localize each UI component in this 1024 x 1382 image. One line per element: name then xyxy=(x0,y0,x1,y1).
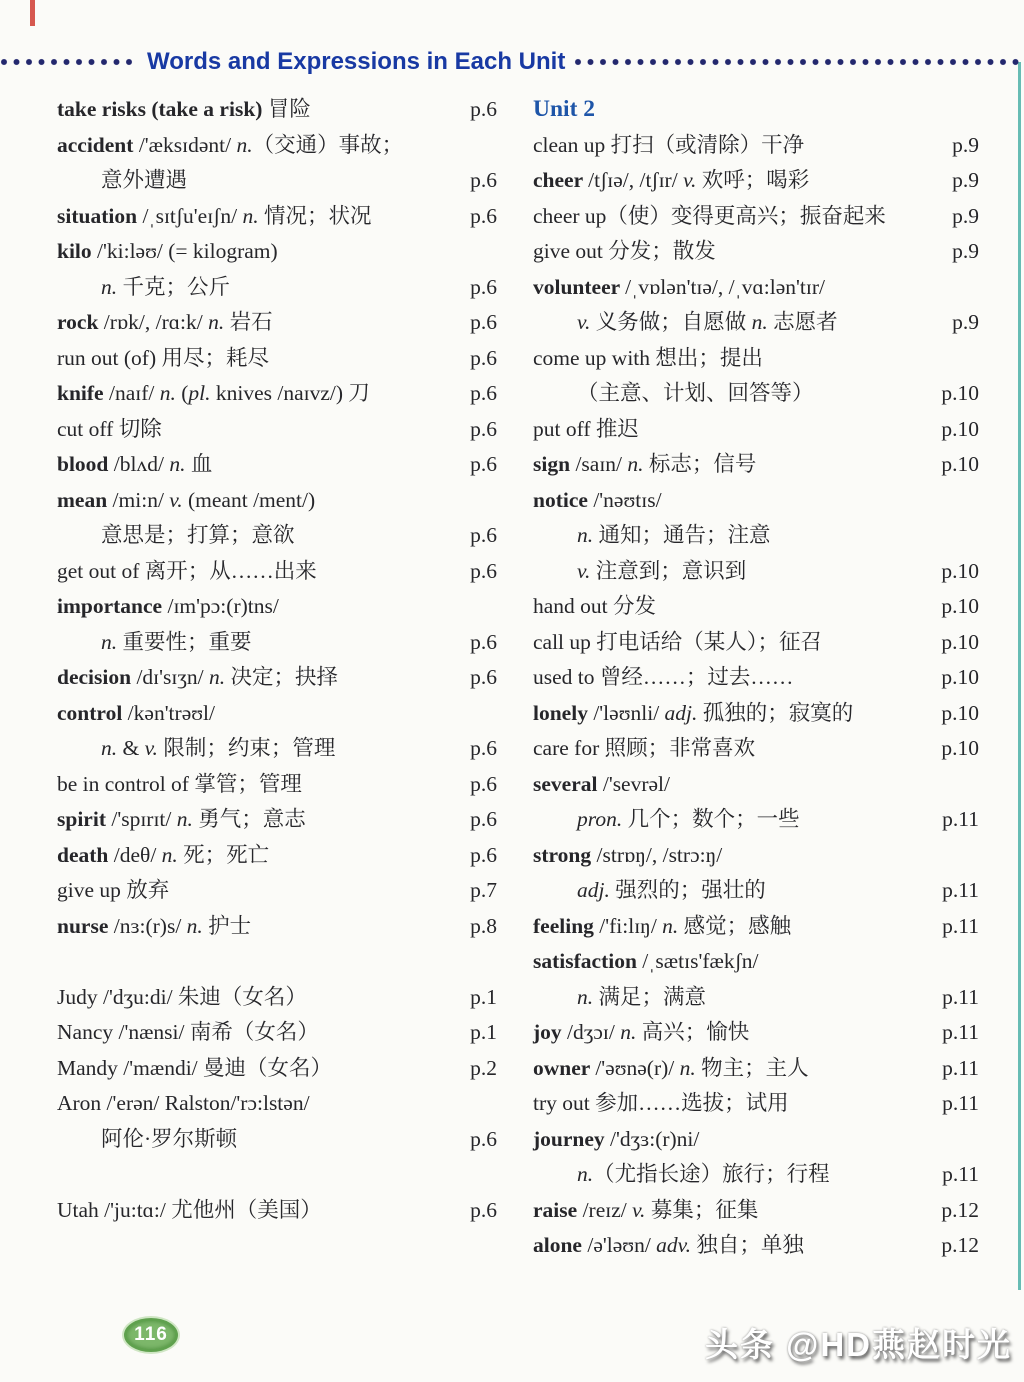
vocab-entry-line xyxy=(533,802,979,838)
entry-text: strong /strɒŋ/, /strɔ:ŋ/ xyxy=(533,842,723,867)
vocab-entry-line xyxy=(533,838,979,874)
entry-text: call up 打电话给（某人）；征召 xyxy=(533,629,823,654)
vocab-entry-line xyxy=(533,518,979,554)
vocab-entry-line xyxy=(57,696,497,732)
vocab-entry-line xyxy=(533,447,979,483)
page-reference: p.1 xyxy=(470,984,497,1009)
entry-text: nurse /nɜ:(r)s/ n. 护士 xyxy=(57,913,252,938)
vocab-entry-line xyxy=(57,92,497,128)
vocab-content xyxy=(57,92,979,1264)
entry-text: 意思是；打算；意欲 xyxy=(101,523,295,547)
entry-text: kilo /'ki:ləʊ/ (= kilogram) xyxy=(57,239,278,263)
page-reference: p.11 xyxy=(942,913,979,938)
vocab-entry-line xyxy=(57,1193,497,1229)
vocab-entry-line xyxy=(57,376,497,412)
entry-text: clean up 打扫（或清除）干净 xyxy=(533,132,805,157)
entry-text: 意外遭遇 xyxy=(101,168,188,192)
entry-text: cut off 切除 xyxy=(57,416,162,441)
entry-text: 阿伦·罗尔斯顿 xyxy=(101,1126,238,1151)
vocab-entry-line xyxy=(533,909,979,945)
page-reference: p.11 xyxy=(942,1162,979,1186)
page-reference: p.9 xyxy=(952,168,979,192)
entry-text: cheer up（使）变得更高兴；振奋起来 xyxy=(533,203,886,228)
page-reference: p.11 xyxy=(942,878,979,902)
page-reference: p.12 xyxy=(941,1197,979,1222)
vocab-entry-line xyxy=(533,483,979,519)
page-reference: p.6 xyxy=(470,558,497,583)
page-reference: p.6 xyxy=(470,1197,497,1222)
vocab-entry-line xyxy=(57,767,497,803)
vocab-entry-line xyxy=(533,1086,979,1122)
entry-text: put off 推迟 xyxy=(533,416,639,441)
page-reference: p.2 xyxy=(470,1055,497,1080)
entry-text: situation /ˌsɪtʃu'eɪʃn/ n. 情况；状况 xyxy=(57,203,372,228)
entry-text: v. 义务做；自愿做 n. 志愿者 xyxy=(577,310,838,334)
entry-text: run out (of) 用尽；耗尽 xyxy=(57,345,269,370)
vocab-entry-line xyxy=(533,731,979,767)
entry-text: spirit /'spɪrɪt/ n. 勇气；意志 xyxy=(57,807,306,831)
entry-text: mean /mi:n/ v. (meant /ment/) xyxy=(57,487,316,512)
vocab-entry-line xyxy=(57,660,497,696)
page-reference: p.6 xyxy=(470,381,497,405)
page-edge-line xyxy=(1018,62,1021,1290)
page-reference: p.10 xyxy=(941,700,979,725)
page-reference: p.10 xyxy=(941,416,979,441)
vocab-entry-line xyxy=(57,270,497,306)
entry-text: try out 参加……选拔；试用 xyxy=(533,1091,789,1115)
entry-text: several /'sevrəl/ xyxy=(533,771,670,796)
vocab-entry-line xyxy=(57,305,497,341)
page-reference: p.10 xyxy=(941,736,979,760)
entry-text: control /kən'trəʊl/ xyxy=(57,700,215,725)
vocab-entry-line xyxy=(57,447,497,483)
vocab-entry-line xyxy=(57,802,497,838)
header-dots-right xyxy=(574,58,1024,66)
vocab-entry-line xyxy=(533,554,979,590)
vocab-entry-line xyxy=(533,589,979,625)
entry-text: hand out 分发 xyxy=(533,594,657,618)
page-reference: p.6 xyxy=(470,168,497,192)
page-reference: p.6 xyxy=(470,771,497,796)
page-reference: p.9 xyxy=(952,203,979,228)
vocab-entry-line xyxy=(533,980,979,1016)
entry-text: cheer /tʃɪə/, /tʃɪr/ v. 欢呼；喝彩 xyxy=(533,168,810,192)
entry-text: satisfaction /ˌsætɪs'fækʃn/ xyxy=(533,949,759,973)
entry-text: n. 通知；通告；注意 xyxy=(577,523,771,547)
page-reference: p.10 xyxy=(941,594,979,618)
entry-text: notice /'nəʊtɪs/ xyxy=(533,487,662,512)
entry-text: n. & v. 限制；约束；管理 xyxy=(101,736,336,760)
page-reference: p.6 xyxy=(470,274,497,299)
page-reference: p.11 xyxy=(942,984,979,1009)
vocab-entry-line xyxy=(57,873,497,909)
header-dots-left xyxy=(0,58,138,66)
page-reference: p.11 xyxy=(942,1091,979,1115)
page-reference: p.1 xyxy=(470,1020,497,1044)
page-reference: p.6 xyxy=(470,345,497,370)
page-reference: p.6 xyxy=(470,452,497,476)
entry-text: rock /rɒk/, /rɑ:k/ n. 岩石 xyxy=(57,310,273,334)
entry-text: blood /blʌd/ n. 血 xyxy=(57,452,213,476)
entry-text: feeling /'fi:lɪŋ/ n. 感觉；感触 xyxy=(533,913,792,938)
vocab-entry-line xyxy=(533,1157,979,1193)
entry-text: raise /reɪz/ v. 募集；征集 xyxy=(533,1197,759,1222)
entry-text: take risks (take a risk) 冒险 xyxy=(57,97,311,121)
spacer-row xyxy=(57,1157,497,1193)
page-reference: p.8 xyxy=(470,913,497,938)
page-reference: p.6 xyxy=(470,523,497,547)
corner-red-mark xyxy=(30,0,35,26)
page-reference: p.10 xyxy=(941,381,979,405)
page-number-badge: 116 xyxy=(124,1318,178,1352)
page-reference: p.9 xyxy=(952,239,979,263)
vocab-entry-line xyxy=(57,1015,497,1051)
vocab-entry-line xyxy=(57,625,497,661)
entry-text: lonely /'ləʊnli/ adj. 孤独的；寂寞的 xyxy=(533,700,854,725)
vocab-entry-line xyxy=(533,1122,979,1158)
entry-text: used to 曾经……；过去…… xyxy=(533,665,794,689)
entry-text: joy /dʒɔɪ/ n. 高兴；愉快 xyxy=(533,1020,750,1044)
entry-text: care for 照顾；非常喜欢 xyxy=(533,736,756,760)
vocab-entry-line xyxy=(533,1228,979,1264)
page-reference: p.6 xyxy=(470,665,497,689)
vocab-entry-line xyxy=(57,1051,497,1087)
entry-text: owner /'əʊnə(r)/ n. 物主；主人 xyxy=(533,1055,809,1080)
entry-text: decision /dɪ'sɪʒn/ n. 决定；抉择 xyxy=(57,665,339,689)
vocab-entry-line xyxy=(57,199,497,235)
vocab-entry-line xyxy=(57,980,497,1016)
entry-text: importance /ɪm'pɔ:(r)tns/ xyxy=(57,594,279,618)
right-column xyxy=(533,92,979,1264)
page-reference: p.10 xyxy=(941,665,979,689)
vocab-entry-line xyxy=(57,234,497,270)
entry-text: knife /naɪf/ n. (pl. knives /naɪvz/) 刀 xyxy=(57,381,370,405)
vocab-entry-line xyxy=(533,163,979,199)
entry-text: give out 分发；散发 xyxy=(533,239,716,263)
vocab-entry-line xyxy=(57,554,497,590)
vocab-entry-line xyxy=(57,1086,497,1122)
vocab-entry-line xyxy=(533,341,979,377)
vocab-entry-line xyxy=(533,1051,979,1087)
page-reference: p.6 xyxy=(470,203,497,228)
entry-text: n. 满足；满意 xyxy=(577,984,707,1009)
vocab-entry-line xyxy=(57,128,497,164)
page-reference: p.9 xyxy=(952,310,979,334)
vocab-entry-line xyxy=(533,625,979,661)
vocab-entry-line xyxy=(57,838,497,874)
entry-text: pron. 几个；数个；一些 xyxy=(577,807,800,831)
entry-text: alone /ə'ləʊn/ adv. 独自；单独 xyxy=(533,1233,804,1257)
entry-text: volunteer /ˌvɒlən'tɪə/, /ˌvɑ:lən'tɪr/ xyxy=(533,274,825,299)
page-reference: p.6 xyxy=(470,842,497,867)
vocab-entry-line xyxy=(533,944,979,980)
vocab-entry-line xyxy=(57,412,497,448)
page-reference: p.11 xyxy=(942,1020,979,1044)
vocab-entry-line xyxy=(533,376,979,412)
entry-text: n. 千克；公斤 xyxy=(101,274,231,299)
vocab-entry-line xyxy=(533,234,979,270)
entry-text: adj. 强烈的；强壮的 xyxy=(577,878,766,902)
entry-text: get out of 离开；从……出来 xyxy=(57,558,317,583)
unit-heading xyxy=(533,92,979,128)
vocab-entry-line xyxy=(533,128,979,164)
vocab-entry-line xyxy=(533,696,979,732)
vocab-entry-line xyxy=(57,341,497,377)
page-reference: p.11 xyxy=(942,807,979,831)
vocab-entry-line xyxy=(533,199,979,235)
watermark: 头条 @HD燕赵时光 xyxy=(704,1326,1012,1363)
vocab-entry-line xyxy=(57,163,497,199)
page-reference: p.6 xyxy=(470,736,497,760)
entry-text: Aron /'erən/ Ralston/'rɔ:lstən/ xyxy=(57,1091,310,1115)
entry-text: Nancy /'nænsi/ 南希（女名） xyxy=(57,1020,319,1044)
page-reference: p.10 xyxy=(941,558,979,583)
page-reference: p.6 xyxy=(470,629,497,654)
page-reference: p.6 xyxy=(470,310,497,334)
vocab-entry-line xyxy=(533,1015,979,1051)
entry-text: be in control of 掌管；管理 xyxy=(57,771,302,796)
vocab-entry-line xyxy=(57,518,497,554)
vocab-entry-line xyxy=(533,660,979,696)
page-title: Words and Expressions in Each Unit xyxy=(147,48,566,75)
page-reference: p.6 xyxy=(470,416,497,441)
entry-text: journey /'dʒɜ:(r)ni/ xyxy=(533,1126,700,1151)
vocab-entry-line xyxy=(57,483,497,519)
page-reference: p.9 xyxy=(952,132,979,157)
entry-text: n. 重要性；重要 xyxy=(101,629,252,654)
vocab-entry-line xyxy=(533,1193,979,1229)
entry-text: Mandy /'mændi/ 曼迪（女名） xyxy=(57,1055,333,1080)
entry-text: accident /'æksɪdənt/ n.（交通）事故； xyxy=(57,132,404,157)
page-reference: p.6 xyxy=(470,1126,497,1151)
page-reference: p.7 xyxy=(470,878,497,902)
entry-text: death /deθ/ n. 死；死亡 xyxy=(57,842,270,867)
entry-text: give up 放弃 xyxy=(57,878,170,902)
page-reference: p.12 xyxy=(941,1233,979,1257)
entry-text: v. 注意到；意识到 xyxy=(577,558,747,583)
page-reference: p.6 xyxy=(470,807,497,831)
entry-text: Judy /'dʒu:di/ 朱迪（女名） xyxy=(57,984,307,1009)
vocab-entry-line xyxy=(533,305,979,341)
page-reference: p.6 xyxy=(470,97,497,121)
vocab-entry-line xyxy=(57,731,497,767)
spacer-row xyxy=(57,944,497,980)
page-reference: p.10 xyxy=(941,629,979,654)
entry-text: sign /saɪn/ n. 标志；信号 xyxy=(533,452,757,476)
entry-text: come up with 想出；提出 xyxy=(533,345,763,370)
vocab-entry-line xyxy=(57,589,497,625)
vocab-entry-line xyxy=(533,873,979,909)
vocab-entry-line xyxy=(533,767,979,803)
unit-label: Unit 2 xyxy=(533,96,596,122)
vocab-entry-line xyxy=(57,909,497,945)
page-header xyxy=(0,46,1024,78)
entry-text: Utah /'ju:tɑ:/ 尤他州（美国） xyxy=(57,1197,322,1222)
entry-text: n.（尤指长途）旅行；行程 xyxy=(577,1162,830,1186)
left-column xyxy=(57,92,497,1264)
vocab-entry-line xyxy=(57,1122,497,1158)
page-reference: p.10 xyxy=(941,452,979,476)
vocab-entry-line xyxy=(533,412,979,448)
vocab-entry-line xyxy=(533,270,979,306)
entry-text: （主意、计划、回答等） xyxy=(577,381,814,405)
page-reference: p.11 xyxy=(942,1055,979,1080)
